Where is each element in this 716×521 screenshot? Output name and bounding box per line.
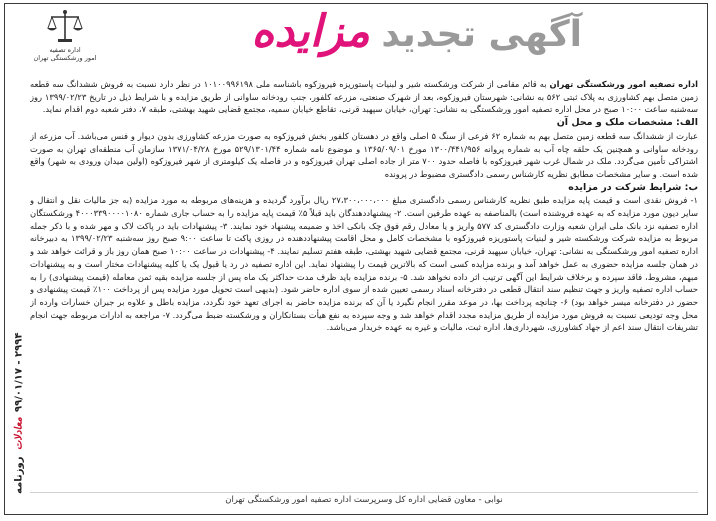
section-b-heading: ب: شرایط شرکت در مزایده bbox=[568, 181, 698, 193]
newspaper-brand: معادلات bbox=[13, 417, 25, 451]
section-b-text: ۱- فروش نقدی است و قیمت پایه مزایده طبق نظریه کارشناس رسمی دادگستری مبلغ ۲۷،۳۰۰،۰۰۰،۰۰۰ ریال برآورد گردیده و هزینه‌های مربوطه به مورد مزایده (به جز مالیات نقل و انتقال و سایر دیون مورد مزایده که به عهده فروشنده است) بالمناصفه به عهده طرفین است. ۲- پیشنهاددهندگان باید قبلاً ۵٪ قیمت پایه مزایده را به حساب جاری شماره ۴۰۰۰۳۳۹۰۰۰۰۱۰۸۰ ورشکستگان اداره تصفیه نزد بانک ملی ایران شعبه وزارت دادگستری کد ۵۷۷ واریز و یا معادل رقم فوق چک بانکی اخذ و ضمیمه پیشنهاد خود نمایند. ۳- پیشنهادات باید در پاکت لاک و مهر شده و با ذکر جمله مربوط به مزایده شرکت ورشکسته شیر و لبنیات پاستوریزه فیروزکوه با مشخصات کامل و محل اقامت پیشنهاددهنده در روزی پاکت تا ساعت ۹:۰۰ صبح روز سه‌شنبه ۱۳۹۹/۰۲/۲۳ به دبیرخانه اداره تصفیه امور ورشکستگی به نشانی: تهران، خیابان سپهبد قرنی، مجتمع قضایی شهید بهشتی، طبقه هفتم تسلیم نمایند. ۴- پیشنهادات در ساعت ۱۰:۰۰ صبح همان روز باز و قرائت خواهد شد و در همان جلسه مزایده حضوری به عمل خواهد آمد و برنده مزایده کسی است که بالاترین قیمت را پیشنهاد نماید. این اداره تصفیه در رد یا قبول یک یا کلیه پیشنهادات مختار است و به پیشنهادات مبهم، مشروط، فاقد سپرده و برخلاف شرایط این آگهی ترتیب اثر داده نخواهد شد. ۵- برنده مزایده باید ظرف مدت حداکثر یک ماه پس از جلسه مزایده بقیه ثمن معامله (قیمت پیشنهادی) را به حساب اداره تصفیه واریز و جهت تنظیم سند انتقال قطعی در دفترخانه اسناد رسمی تعیین شده از سوی اداره حاضر شود. (بدیهی است تحویل مورد مزایده پس از پرداخت ۱۰۰٪ قیمت پیشنهادی و حضور در دفترخانه میسر خواهد بود) ۶- چنانچه پرداخت بها، در موعد مقرر انجام نگیرد یا آن که برنده مزایده حاضر به اجرای تعهد خود نگردد، مزایده باطل و علاوه بر جبران خسارات وارده از محل وجه تودیعی نسبت به فروش مورد مزایده از طریق مزایده مجدد اقدام خواهد شد و وجه سپرده به نفع هیأت بستانکاران و ورشکسته ضبط می‌گردد. ۷- مراجعه به ادارات مربوطه جهت انجام تشریفات انتقال سند اعم از جهاد کشاورزی، شهرداری‌ها، اداره ثبت، مالیات و غیره به عهده خریدار می‌باشد. bbox=[30, 195, 698, 333]
title-emphasis: مزایده bbox=[251, 6, 370, 57]
newspaper-issue: ۹۹/۰۱/۱۷ - ۲۹۹۴ bbox=[13, 332, 25, 412]
notice-header bbox=[26, 6, 702, 76]
intro-text: به قائم مقامی از شرکت ورشکسته شیر و لبنیات پاستوریزه فیروزکوه باشناسه ملی ۱۰۱۰۰۹۹۶۱۹۸ در نظر دارد نسبت به فروش ششدانگ سه قطعه زمین متصل بهم کشاورزی به پلاک ثبتی ۵۶۲ به نشانی: شهرستان فیروزکوه، بعد از شهرک صنعتی، مزرعه کلفور، جنب رودخانه ساوانی از طریق مزایده و با شرایط ذیل در تاریخ ۱۳۹۹/۰۲/۲۳ روز سه‌شنبه ساعت ۱۰:۰۰ صبح در محل اداره تصفیه امور ورشکستگی به نشانی: تهران، خیابان سپهبد قرنی، تقاطع خیابان سمیه، مجتمع قضایی شهید بهشتی، طبقه ۷، دفتر شعبه دوم اقدام نماید. bbox=[30, 79, 698, 115]
judiciary-emblem bbox=[30, 8, 100, 76]
scales-of-justice-icon bbox=[45, 8, 85, 46]
title-plain: آگهی تجدید bbox=[381, 14, 582, 55]
notice-body bbox=[30, 78, 698, 488]
emblem-org-line1: اداره تصفیه bbox=[49, 46, 81, 54]
emblem-org-line2: امور ورشکستگی تهران bbox=[33, 54, 97, 62]
newspaper-name: روزنامه bbox=[13, 456, 25, 494]
signature-footer: نوابی - معاون قضایی اداره کل وسرپرست اداره تصفیه امور ورشکستگی تهران bbox=[30, 492, 698, 508]
intro-paragraph bbox=[30, 78, 698, 116]
notice-title bbox=[251, 6, 582, 57]
intro-org: اداره تصفیه امور ورشکستگی تهران bbox=[549, 79, 698, 89]
section-a-heading: الف: مشخصات ملک و محل آن bbox=[556, 117, 698, 129]
section-a-text: عبارت از ششدانگ سه قطعه زمین متصل بهم به شماره ۶۲ فرعی از سنگ ۵ اصلی واقع در دهستان کلفور بخش فیروزکوه به صورت مزرعه کشاورزی بدون دیوار و فنس می‌باشد. آب مزرعه از رودخانه ساوانی و همچنین یک حلقه چاه آب به شماره پروانه ۱۳۰۰/۴۴۱/۹۵۶ مورخ ۱۳۶۵/۰۹/۰۱ و موضوع نامه شماره ۵۲۹/۱۳۰۱/۴۴ مورخ ۱۳۷۱/۰۴/۲۸ سازمان آب منطقه‌ای تهران به صورت اشتراکی تأمین می‌گردد. ملک در شمال غرب شهر فیروزکوه با فاصله حدود ۷۰۰ متر از جاده اصلی تهران فیروزکوه و در فاصله یک کیلومتری از شهر فیروزکوه (اولین میدان ورودی به شهر) واقع شده است. و سایر مشخصات مطابق نظریه کارشناس رسمی دادگستری مضبوط در پرونده bbox=[30, 130, 698, 179]
newspaper-side-strip bbox=[8, 318, 30, 508]
